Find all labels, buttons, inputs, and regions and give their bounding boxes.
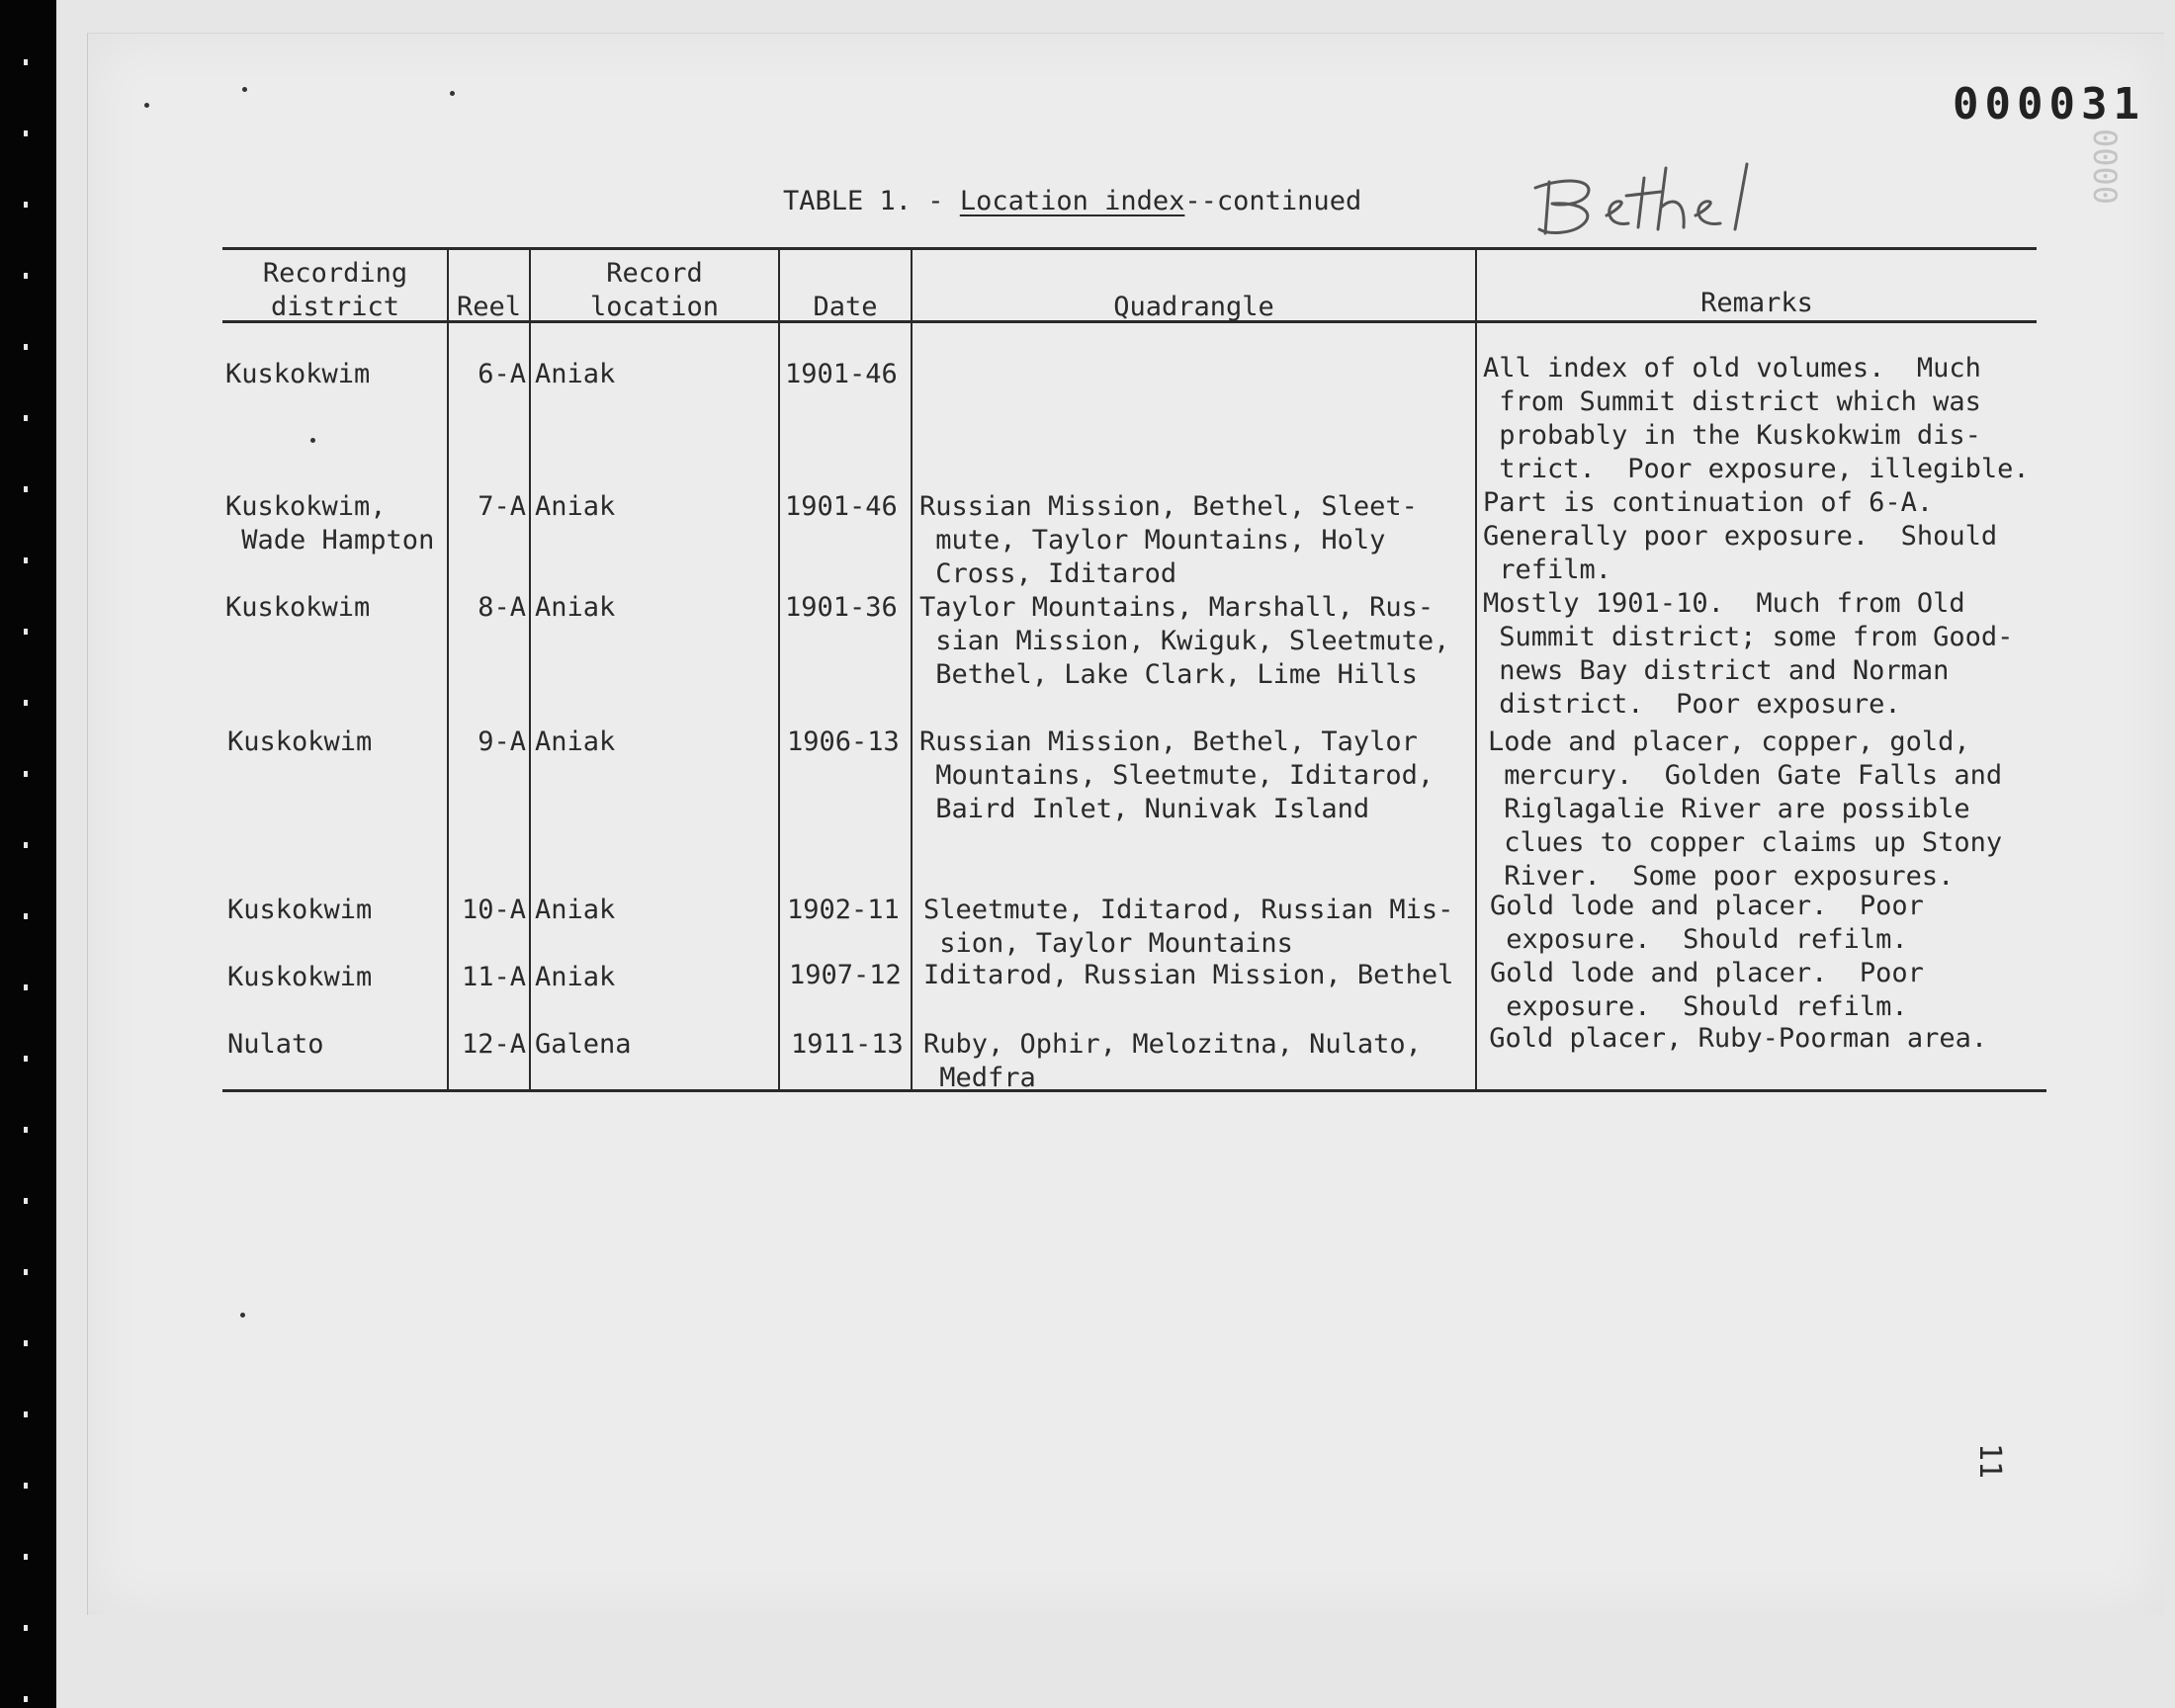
film-sprocket-mark	[24, 913, 28, 919]
row-6-location: Aniak	[535, 962, 616, 992]
row-4-quadrangle: Russian Mission, Bethel, Taylor Mountains, Sleetmute, Iditarod, Baird Inlet, Nunivak Island	[919, 726, 1435, 824]
header-date: Date	[813, 292, 878, 322]
row-6-date: 1907-12	[789, 960, 902, 990]
header-recording-district: Recording district	[262, 258, 408, 322]
row-7-date: 1911-13	[791, 1029, 904, 1060]
scan-speck	[310, 438, 315, 443]
scan-speck	[240, 1313, 245, 1318]
row-5-district: Kuskokwim	[227, 895, 373, 925]
film-sprocket-mark	[24, 984, 28, 990]
film-sprocket-mark	[24, 1056, 28, 1062]
row-7-reel: 12-A	[461, 1029, 526, 1060]
film-sprocket-mark	[24, 1269, 28, 1275]
row-7-remarks: Gold placer, Ruby-Poorman area.	[1473, 1023, 1988, 1054]
row-2-district: Kuskokwim, Wade Hampton	[225, 491, 435, 555]
film-sprocket-mark	[24, 557, 28, 563]
row-3-remarks: Mostly 1901-10. Much from Old Summit district; some from Good- news Bay district and Norman district. Poor exposure.	[1483, 588, 2014, 720]
film-sprocket-mark	[24, 1411, 28, 1417]
film-sprocket-mark	[24, 344, 28, 350]
row-1-location: Aniak	[535, 359, 616, 389]
row-1-remarks: All index of old volumes. Much from Summit district which was probably in the Kuskokwim dis- trict. Poor exposure, illegible.	[1483, 353, 2030, 484]
row-5-reel: 10-A	[461, 895, 526, 925]
scan-speck	[242, 87, 247, 92]
header-record-location: Record location	[589, 258, 720, 322]
column-divider	[778, 249, 780, 1091]
row-6-quadrangle: Iditarod, Russian Mission, Bethel	[923, 960, 1454, 990]
film-sprocket-mark	[24, 486, 28, 492]
row-4-reel: 9-A	[478, 726, 526, 757]
row-5-remarks: Gold lode and placer. Poor exposure. Should refilm.	[1490, 891, 1924, 955]
film-sprocket-mark	[24, 842, 28, 848]
film-sprocket-mark	[24, 1625, 28, 1631]
row-3-reel: 8-A	[478, 592, 526, 623]
scan-speck	[144, 103, 149, 108]
film-sprocket-mark	[24, 700, 28, 706]
row-4-district: Kuskokwim	[227, 726, 373, 757]
row-6-district: Kuskokwim	[227, 962, 373, 992]
film-sprocket-mark	[24, 1127, 28, 1133]
column-divider	[911, 249, 913, 1091]
row-7-quadrangle: Ruby, Ophir, Melozitna, Nulato, Medfra	[923, 1029, 1422, 1093]
header-remarks: Remarks	[1700, 288, 1813, 318]
title-prefix: TABLE 1. -	[783, 186, 960, 216]
stamp-number: 000031	[1953, 79, 2145, 129]
film-sprocket-mark	[24, 1198, 28, 1204]
row-4-remarks: Lode and placer, copper, gold, mercury. Golden Gate Falls and Riglagalie River are possible clues to copper claims up Stony River. Some poor exposures.	[1488, 726, 2003, 892]
header-reel: Reel	[456, 292, 522, 322]
row-7-district: Nulato	[227, 1029, 324, 1060]
row-2-location: Aniak	[535, 491, 616, 522]
row-2-remarks: Part is continuation of 6-A. Generally poor exposure. Should refilm.	[1483, 487, 1998, 585]
column-divider	[529, 249, 531, 1091]
film-edge	[0, 0, 56, 1708]
title-suffix: --continued	[1184, 186, 1362, 216]
table-top-rule	[222, 247, 2037, 250]
row-3-quadrangle: Taylor Mountains, Marshall, Rus- sian Mission, Kwiguk, Sleetmute, Bethel, Lake Clark, Lime Hills	[919, 592, 1450, 690]
film-sprocket-mark	[24, 1696, 28, 1702]
film-sprocket-mark	[24, 629, 28, 635]
row-4-date: 1906-13	[787, 726, 900, 757]
title-underlined: Location index	[959, 186, 1185, 216]
film-sprocket-mark	[24, 415, 28, 421]
row-2-quadrangle: Russian Mission, Bethel, Sleet- mute, Taylor Mountains, Holy Cross, Iditarod	[919, 491, 1418, 589]
faint-stamp-mark: 0000	[2086, 128, 2124, 206]
row-5-date: 1902-11	[787, 895, 900, 925]
row-3-date: 1901-36	[785, 592, 898, 623]
handwritten-bethel-note	[1527, 158, 1784, 247]
row-1-district: Kuskokwim	[225, 359, 371, 389]
row-4-location: Aniak	[535, 726, 616, 757]
row-1-date: 1901-46	[785, 359, 898, 389]
film-sprocket-mark	[24, 1483, 28, 1489]
film-sprocket-mark	[24, 59, 28, 65]
row-3-location: Aniak	[535, 592, 616, 623]
row-5-quadrangle: Sleetmute, Iditarod, Russian Mis- sion, Taylor Mountains	[923, 895, 1454, 959]
film-sprocket-mark	[24, 130, 28, 136]
film-sprocket-mark	[24, 771, 28, 777]
row-1-reel: 6-A	[478, 359, 526, 389]
film-sprocket-mark	[24, 1340, 28, 1346]
film-sprocket-mark	[24, 273, 28, 279]
header-quadrangle: Quadrangle	[1113, 292, 1274, 322]
row-5-location: Aniak	[535, 895, 616, 925]
row-3-district: Kuskokwim	[225, 592, 371, 623]
column-divider	[1475, 249, 1477, 1091]
row-6-remarks: Gold lode and placer. Poor exposure. Should refilm.	[1490, 958, 1924, 1022]
scan-speck	[450, 91, 455, 96]
film-sprocket-mark	[24, 202, 28, 208]
row-2-date: 1901-46	[785, 491, 898, 522]
film-sprocket-mark	[24, 1554, 28, 1560]
page-number: 11	[1972, 1443, 2007, 1480]
row-7-location: Galena	[535, 1029, 632, 1060]
table-title	[783, 186, 1361, 216]
row-2-reel: 7-A	[478, 491, 526, 522]
row-6-reel: 11-A	[461, 962, 526, 992]
